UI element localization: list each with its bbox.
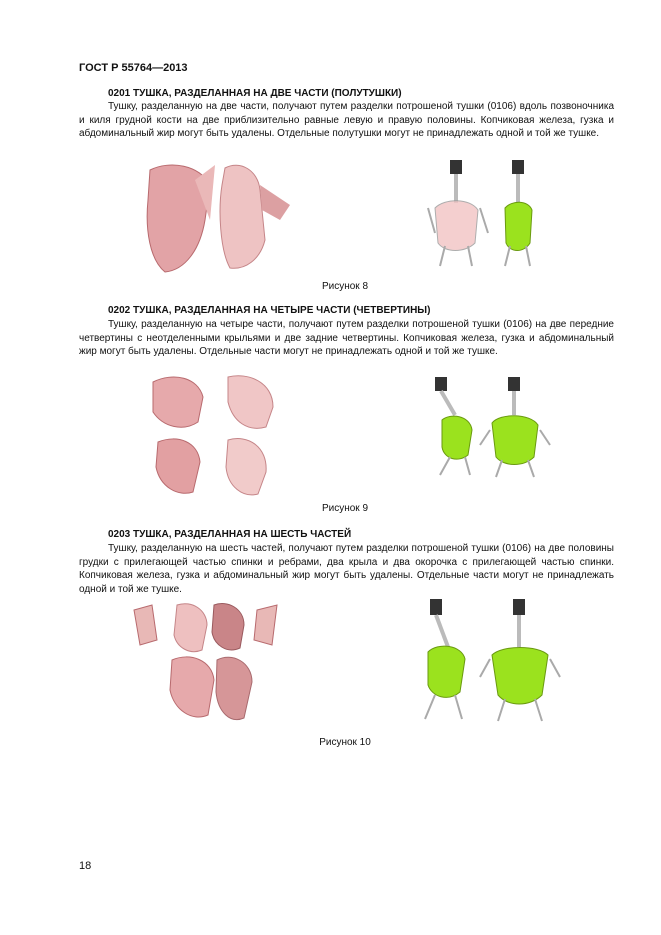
photo-six-parts xyxy=(132,600,282,730)
photo-quarters xyxy=(148,372,283,502)
figure-caption-9: Рисунок 9 xyxy=(321,503,369,514)
figure-caption-8: Рисунок 8 xyxy=(321,281,369,292)
diagram-quarters-skeletons xyxy=(430,375,550,480)
section-text-0203: Тушку, разделанную на шесть частей, получают путем разделки потрошеной тушки (0106) на две половины грудки с прилегающей частью спинки и ребрами, два крыла и два окорочка с прилегающей частью спинки. Копчиковая железа, гузка и абдоминальный жир могут быть удалены. Отдельные части могут не принадлежать одной и той же тушке. xyxy=(79,543,614,595)
document-header: ГОСТ Р 55764—2013 xyxy=(79,62,188,74)
page-number: 18 xyxy=(79,860,92,872)
diagram-half-carcass-skeletons xyxy=(420,158,540,273)
section-title-0201: 0201 ТУШКА, РАЗДЕЛАННАЯ НА ДВЕ ЧАСТИ (ПОЛУТУШКИ) xyxy=(108,88,402,99)
figure-caption-10: Рисунок 10 xyxy=(319,737,371,748)
photo-half-carcasses xyxy=(140,160,300,275)
diagram-six-parts-skeletons xyxy=(410,597,560,727)
section-title-0203: 0203 ТУШКА, РАЗДЕЛАННАЯ НА ШЕСТЬ ЧАСТЕЙ xyxy=(108,529,352,540)
section-title-0202: 0202 ТУШКА, РАЗДЕЛАННАЯ НА ЧЕТЫРЕ ЧАСТИ (ЧЕТВЕРТИНЫ) xyxy=(108,305,431,316)
section-text-0202: Тушку, разделанную на четыре части, получают путем разделки потрошеной тушки (0106) на две передние четвертины с неотделенными крыльями и две задние четвертины. Копчиковая железа, гузка и абдоминальный жир могут быть удалены. Отдельные части могут не принадлежать одной и той же тушке. xyxy=(79,319,614,357)
section-text-0201: Тушку, разделанную на две части, получают путем разделки потрошеной тушки (0106) вдоль позвоночника и киля грудной кости на две приблизительно равные левую и правую половины. Копчиковая железа, гузка и абдоминальный жир могут быть удалены. Отдельные полутушки могут не принадлежать одной и той же тушке. xyxy=(79,101,614,139)
